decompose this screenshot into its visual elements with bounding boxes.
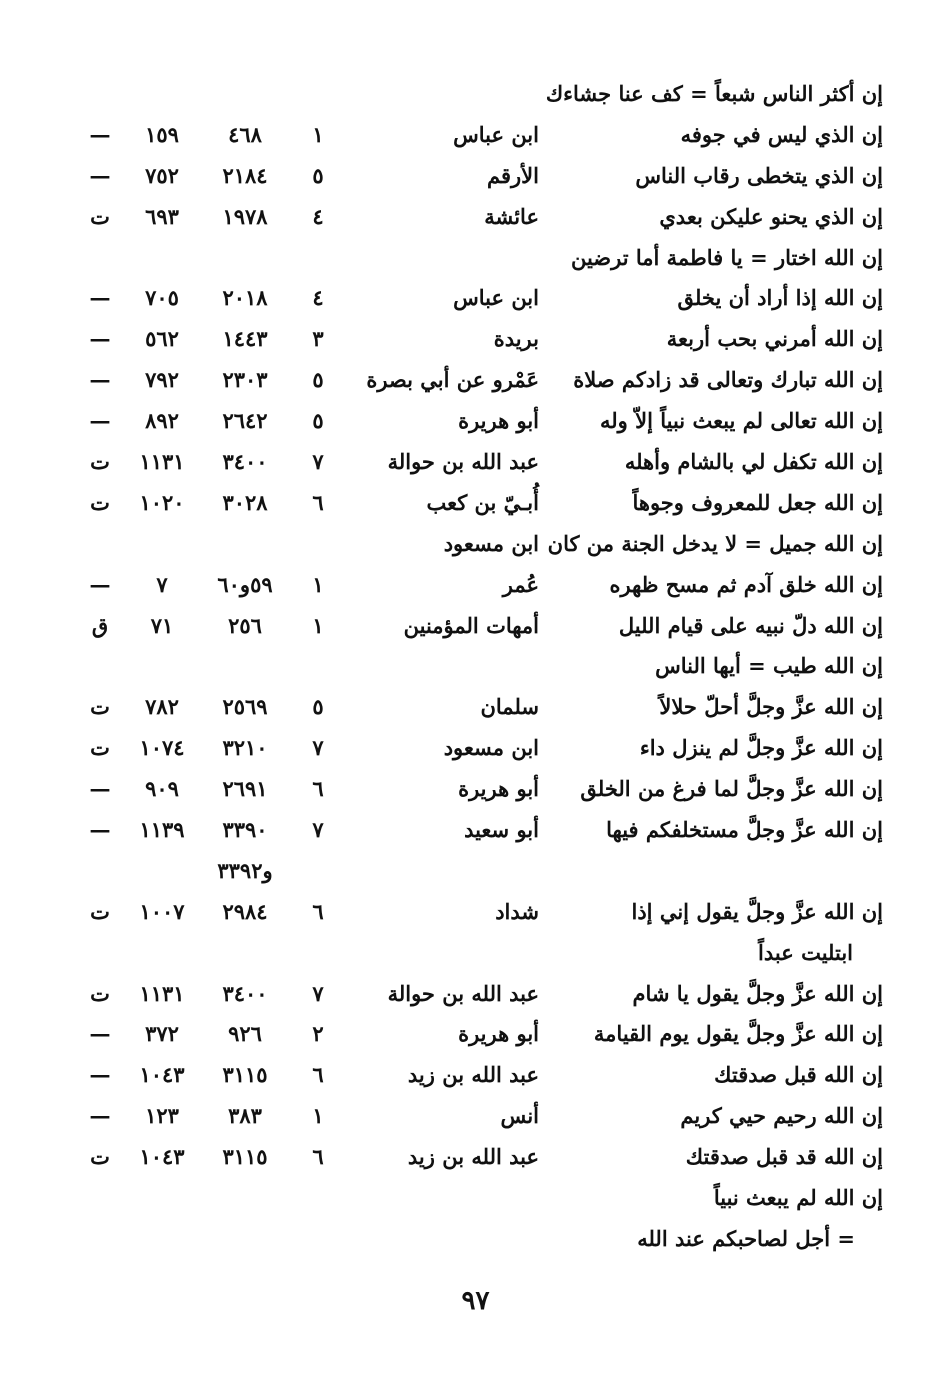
page-reference: ١٠٤٣ (139, 1144, 185, 1170)
hadith-text: إن الله رحيم حيي كريم (680, 1103, 883, 1129)
source-marker: — (89, 408, 111, 434)
hadith-text: إن الله عزَّ وجلَّ أحلّ حلالاً (659, 694, 883, 720)
volume-number: ١ (312, 571, 324, 597)
index-entry (0, 74, 951, 115)
page-reference: ٣٧٢ (145, 1021, 179, 1047)
volume-number: ٢ (312, 1021, 324, 1047)
hadith-text: إن الله أمرني بحب أربعة (666, 326, 883, 352)
hadith-number: ٣١١٥ (222, 1144, 268, 1170)
index-entry (0, 524, 951, 565)
index-entry (0, 974, 951, 1015)
hadith-number: ٢٥٦ (228, 612, 262, 638)
page-reference: ١٠٠٧ (139, 898, 185, 924)
narrator-name: أنس (500, 1103, 539, 1129)
narrator-name: ابن عباس (453, 285, 539, 311)
hadith-number: ٢٩٨٤ (222, 898, 268, 924)
page-reference: ١١٣١ (139, 980, 185, 1006)
narrator-name: عُمر (502, 571, 539, 597)
source-marker: ت (90, 980, 110, 1006)
volume-number: ٦ (312, 776, 324, 802)
narrator-name: أبو هريرة (458, 408, 539, 434)
page-reference: ١٥٩ (145, 121, 179, 147)
hadith-text: إن الله تكفل لي بالشام وأهله (624, 449, 883, 475)
volume-number: ٧ (312, 735, 324, 761)
source-marker: — (89, 1021, 111, 1047)
narrator-name: عَمْرو عن أبي بصرة (366, 367, 539, 393)
source-marker: ت (90, 449, 110, 475)
page-reference: ١٠٧٤ (139, 735, 185, 761)
index-entry (0, 401, 951, 442)
index-entry (0, 606, 951, 647)
source-marker: ت (90, 735, 110, 761)
narrator-name: عبد الله بن زيد (407, 1144, 539, 1170)
source-marker: ت (90, 489, 110, 515)
index-entry (0, 442, 951, 483)
index-entry (0, 1137, 951, 1178)
hadith-number: ٢٦٩١ (222, 776, 268, 802)
narrator-name: عبد الله بن حوالة (387, 980, 539, 1006)
narrator-name: أمهات المؤمنين (403, 612, 539, 638)
hadith-text: إن الذي ليس في جوفه (680, 121, 883, 147)
hadith-text: إن الله طيب = أيها الناس (655, 653, 883, 679)
hadith-text: إن الله جميل = لا يدخل الجنة من كان (547, 530, 883, 556)
hadith-text: إن الذي يتخطى رقاب الناس (635, 162, 883, 188)
index-entry (0, 1055, 951, 1096)
hadith-text: إن الله قد قبل صدقتك (685, 1144, 883, 1170)
hadith-text: إن الله عزَّ وجلَّ يقول يوم القيامة (593, 1021, 883, 1047)
hadith-text: إن الله خلق آدم ثم مسح ظهره (609, 571, 883, 597)
hadith-text: إن أكثر الناس شبعاً = كف عنا جشاءك (545, 81, 883, 106)
hadith-number: ٣٠٢٨ (222, 489, 268, 515)
index-entry (0, 933, 951, 974)
hadith-number: ٣٤٠٠ (222, 449, 268, 475)
hadith-text: إن الله عزَّ وجلَّ مستخلفكم فيها (606, 817, 883, 843)
page-reference: ١١٣١ (139, 449, 185, 475)
volume-number: ٦ (312, 489, 324, 515)
index-entry (0, 278, 951, 319)
hadith-number: ٢٠١٨ (222, 285, 268, 311)
index-entry (0, 1219, 951, 1260)
source-marker: — (89, 776, 111, 802)
page-reference: ٩٠٩ (145, 776, 179, 802)
volume-number: ٧ (312, 449, 324, 475)
index-entry (0, 646, 951, 687)
narrator-name: الأرقم (487, 162, 539, 188)
volume-number: ٧ (312, 817, 324, 843)
index-entry (0, 197, 951, 238)
index-entry (0, 769, 951, 810)
narrator-name: ابن مسعود (443, 530, 539, 556)
hadith-text: إن الله جعل للمعروف وجوهاً (632, 489, 883, 515)
source-marker: — (89, 1062, 111, 1088)
source-marker: — (89, 1103, 111, 1129)
hadith-number: ٣١١٥ (222, 1062, 268, 1088)
hadith-text: ابتليت عبداً (758, 939, 853, 965)
source-marker: ت (90, 203, 110, 229)
index-entry (0, 1096, 951, 1137)
hadith-text: إن الله قبل صدقتك (714, 1062, 883, 1088)
page-reference: ٧٩٢ (145, 367, 179, 393)
page-reference: ١٠٤٣ (139, 1062, 185, 1088)
source-marker: — (89, 817, 111, 843)
index-entry (0, 360, 951, 401)
volume-number: ٥ (312, 367, 324, 393)
hadith-text: إن الذي يحنو عليكن بعدي (659, 203, 883, 229)
hadith-number: ٢٣٠٣ (222, 367, 268, 393)
page-reference: ٧ (156, 571, 168, 597)
hadith-number: ٢٦٤٢ (222, 408, 268, 434)
hadith-number: ١٤٤٣ (222, 326, 268, 352)
index-entry (0, 156, 951, 197)
volume-number: ٦ (312, 1062, 324, 1088)
hadith-text: إن الله لم يبعث نبياً (713, 1185, 883, 1211)
hadith-text: إن الله اختار = يا فاطمة أما ترضين (570, 244, 883, 270)
hadith-number: ٣٢١٠ (222, 735, 268, 761)
narrator-name: أُبـيّ بن كعب (426, 489, 539, 515)
index-entry (0, 238, 951, 279)
volume-number: ١ (312, 1103, 324, 1129)
narrator-name: أبو هريرة (458, 776, 539, 802)
hadith-number: و٣٣٩٢ (217, 857, 273, 883)
volume-number: ٤ (312, 203, 324, 229)
source-marker: — (89, 162, 111, 188)
hadith-text: إن الله عزَّ وجلَّ لم ينزل داء (639, 735, 883, 761)
index-entry (0, 1014, 951, 1055)
hadith-number: ٩٢٦ (228, 1021, 262, 1047)
page-reference: ٧٠٥ (145, 285, 179, 311)
hadith-text: إن الله عزَّ وجلَّ يقول إني إذا (631, 898, 883, 924)
index-entry (0, 483, 951, 524)
hadith-number: ٣٤٠٠ (222, 980, 268, 1006)
hadith-text: إن الله إذا أراد أن يخلق (677, 285, 883, 311)
volume-number: ٣ (312, 326, 324, 352)
page-reference: ٨٩٢ (145, 408, 179, 434)
index-entry (0, 565, 951, 606)
volume-number: ٦ (312, 1144, 324, 1170)
hadith-text: إن الله دلّ نبيه على قيام الليل (618, 612, 883, 638)
source-marker: — (89, 285, 111, 311)
hadith-number: ١٩٧٨ (222, 203, 268, 229)
page-reference: ٥٦٢ (145, 326, 179, 352)
narrator-name: شداد (495, 898, 539, 924)
volume-number: ٧ (312, 980, 324, 1006)
hadith-text: إن الله تبارك وتعالى قد زادكم صلاة (573, 367, 883, 393)
volume-number: ٥ (312, 162, 324, 188)
page-reference: ٧٨٢ (145, 694, 179, 720)
narrator-name: أبو سعيد (464, 817, 539, 843)
index-entry (0, 851, 951, 892)
index-entry (0, 810, 951, 851)
page-number: ٩٧ (461, 1286, 490, 1316)
hadith-text: إن الله عزَّ وجلَّ لما فرغ من الخلق (580, 776, 883, 802)
index-entry (0, 115, 951, 156)
hadith-text: = أجل لصاحبكم عند الله (637, 1225, 855, 1251)
narrator-name: أبو هريرة (458, 1021, 539, 1047)
hadith-number: ٢١٨٤ (222, 162, 268, 188)
index-entry (0, 892, 951, 933)
volume-number: ٥ (312, 694, 324, 720)
volume-number: ٥ (312, 408, 324, 434)
hadith-number: ٣٣٩٠ (222, 817, 268, 843)
hadith-index-list (0, 74, 951, 1260)
page-reference: ١٠٢٠ (139, 489, 185, 515)
source-marker: — (89, 367, 111, 393)
page-reference: ٦٩٣ (145, 203, 179, 229)
source-marker: — (89, 121, 111, 147)
hadith-number: ٥٩و٦٠ (217, 571, 273, 597)
page-reference: ١١٣٩ (139, 817, 185, 843)
hadith-text: إن الله تعالى لم يبعث نبياً إلاّ وله (600, 408, 883, 434)
volume-number: ١ (312, 612, 324, 638)
hadith-number: ٢٥٦٩ (222, 694, 268, 720)
index-entry (0, 1178, 951, 1219)
index-entry (0, 319, 951, 360)
narrator-name: عائشة (484, 203, 539, 229)
index-entry (0, 728, 951, 769)
source-marker: — (89, 326, 111, 352)
narrator-name: بريدة (493, 326, 539, 352)
page-reference: ٧٥٢ (145, 162, 179, 188)
narrator-name: ابن عباس (453, 121, 539, 147)
volume-number: ٤ (312, 285, 324, 311)
source-marker: ت (90, 694, 110, 720)
source-marker: ت (90, 898, 110, 924)
page-reference: ٧١ (150, 612, 174, 638)
hadith-number: ٤٦٨ (228, 121, 262, 147)
hadith-text: إن الله عزَّ وجلَّ يقول يا شام (632, 980, 883, 1006)
page-reference: ١٢٣ (145, 1103, 179, 1129)
narrator-name: عبد الله بن زيد (407, 1062, 539, 1088)
source-marker: ق (91, 612, 109, 638)
index-entry (0, 687, 951, 728)
volume-number: ٦ (312, 898, 324, 924)
volume-number: ١ (312, 121, 324, 147)
source-marker: — (89, 571, 111, 597)
narrator-name: سلمان (480, 694, 539, 720)
hadith-number: ٣٨٣ (228, 1103, 262, 1129)
narrator-name: ابن مسعود (443, 735, 539, 761)
narrator-name: عبد الله بن حوالة (387, 449, 539, 475)
source-marker: ت (90, 1144, 110, 1170)
